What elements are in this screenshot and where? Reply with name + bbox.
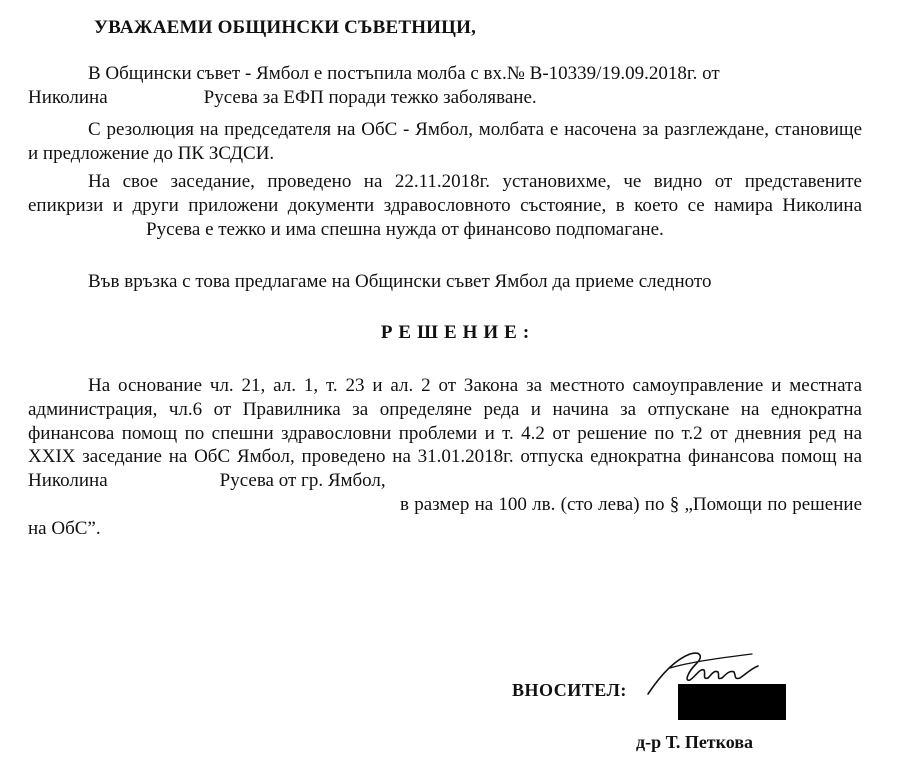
submitter-name: д-р Т. Петкова	[636, 732, 754, 752]
applicant-first-name: Николина	[28, 86, 108, 108]
submitter-label: ВНОСИТЕЛ:	[512, 680, 627, 700]
document-heading: УВАЖАЕМИ ОБЩИНСКИ СЪВЕТНИЦИ,	[94, 17, 477, 38]
paragraph-meeting-text: На свое заседание, проведено на 22.11.2018г. установихме, че видно от представените епикризи и други приложени документи здравословното състояние, в което се намира Николина	[28, 171, 862, 216]
paragraph-proposal	[28, 270, 862, 294]
decision-paragraph	[28, 374, 862, 541]
decision-text-1: На основание чл. 21, ал. 1, т. 23 и ал. 2 от Закона за местното самоуправление и местната администрация, чл.6 от Правилника за определяне реда и начина за отпускане на еднократна финансова помощ по спешни здравословни проблеми и т. 4.2 от решение по т.2 от дневния ред на XXIX заседание на ОбС Ямбол, проведено на 31.01.2018г. отпуска еднократна финансова помощ на Николина	[28, 375, 862, 492]
paragraph-meeting-text-2: Русева е тежко и има спешна нужда от финансово подпомагане.	[146, 218, 664, 240]
paragraph-meeting	[28, 170, 862, 241]
decision-text-2: Русева от гр. Ямбол,	[219, 470, 386, 492]
paragraph-resolution	[28, 118, 862, 166]
paragraph-request-line2: Русева за ЕФП поради тежко заболяване.	[203, 86, 537, 108]
paragraph-resolution-text: С резолюция на председателя на ОбС - Ямбол, молбата е насочена за разглеждане, становище и предложение до ПК ЗСДСИ.	[28, 119, 862, 164]
paragraph-request	[28, 62, 862, 110]
paragraph-proposal-text: Във връзка с това предлагаме на Общински съвет Ямбол да приеме следното	[88, 271, 712, 292]
decision-title: РЕШЕНИЕ:	[380, 322, 536, 343]
redaction-box	[678, 684, 786, 720]
decision-text-3: в размер на 100 лв. (сто лева) по § „Помощи по решение на ОбС”.	[28, 493, 862, 539]
paragraph-request-line1: В Общински съвет - Ямбол е постъпила молба с вх.№ В-10339/19.09.2018г. от	[88, 63, 720, 84]
